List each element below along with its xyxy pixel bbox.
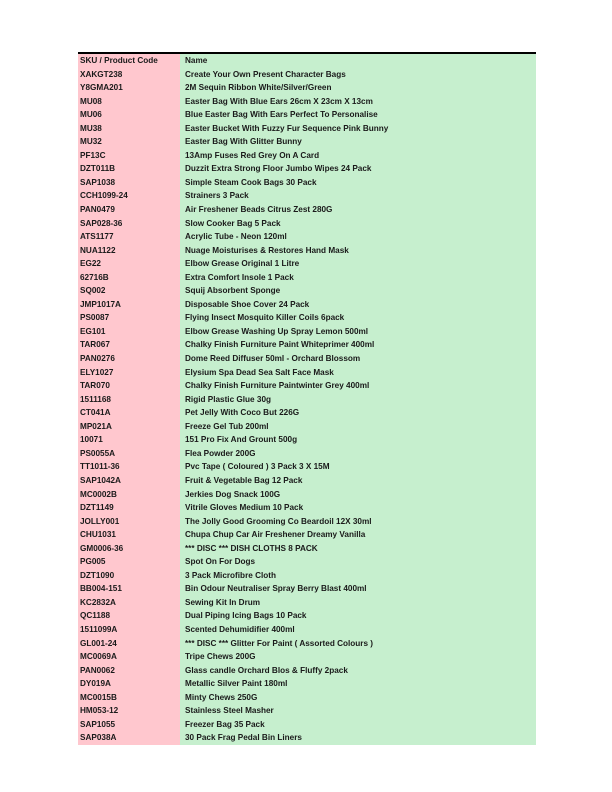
name-cell: Flying Insect Mosquito Killer Coils 6pack [180, 311, 536, 325]
table-header-row [78, 54, 536, 68]
sku-cell: JMP1017A [78, 298, 180, 312]
table-row [78, 379, 536, 393]
table-row [78, 515, 536, 529]
name-cell: Dome Reed Diffuser 50ml - Orchard Blossom [180, 352, 536, 366]
table-row [78, 311, 536, 325]
table-row [78, 488, 536, 502]
sku-cell: CCH1099-24 [78, 189, 180, 203]
sku-cell: PAN0276 [78, 352, 180, 366]
table-body [78, 68, 536, 745]
table-row [78, 162, 536, 176]
table-row [78, 474, 536, 488]
table-row [78, 569, 536, 583]
table-row [78, 68, 536, 82]
table-row [78, 325, 536, 339]
name-cell: Jerkies Dog Snack 100G [180, 488, 536, 502]
table-row [78, 555, 536, 569]
sku-cell: PF13C [78, 149, 180, 163]
sku-cell: MU06 [78, 108, 180, 122]
sku-cell: MC0069A [78, 650, 180, 664]
name-cell: Flea Powder 200G [180, 447, 536, 461]
sku-cell: EG101 [78, 325, 180, 339]
sku-cell: MU38 [78, 122, 180, 136]
name-cell: Vitrile Gloves Medium 10 Pack [180, 501, 536, 515]
name-cell: Tripe Chews 200G [180, 650, 536, 664]
sku-cell: GM0006-36 [78, 542, 180, 556]
sku-cell: XAKGT238 [78, 68, 180, 82]
name-cell: 151 Pro Fix And Grount 500g [180, 433, 536, 447]
name-cell: Slow Cooker Bag 5 Pack [180, 217, 536, 231]
name-cell: 30 Pack Frag Pedal Bin Liners [180, 731, 536, 745]
name-cell: Strainers 3 Pack [180, 189, 536, 203]
sku-cell: SAP1055 [78, 718, 180, 732]
table-row [78, 366, 536, 380]
name-cell: Rigid Plastic Glue 30g [180, 393, 536, 407]
name-cell: Elysium Spa Dead Sea Salt Face Mask [180, 366, 536, 380]
table-row [78, 122, 536, 136]
name-cell: 3 Pack Microfibre Cloth [180, 569, 536, 583]
name-cell: Squij Absorbent Sponge [180, 284, 536, 298]
table-row [78, 81, 536, 95]
table-row [78, 135, 536, 149]
sku-cell: SAP1038 [78, 176, 180, 190]
name-cell: Metallic Silver Paint 180ml [180, 677, 536, 691]
sku-cell: PS0087 [78, 311, 180, 325]
sku-cell: JOLLY001 [78, 515, 180, 529]
table-row [78, 284, 536, 298]
sku-cell: PG005 [78, 555, 180, 569]
sku-cell: BB004-151 [78, 582, 180, 596]
sku-cell: Y8GMA201 [78, 81, 180, 95]
sku-cell: QC1188 [78, 609, 180, 623]
table-row [78, 406, 536, 420]
sku-cell: NUA1122 [78, 244, 180, 258]
sku-cell: DZT011B [78, 162, 180, 176]
table-row [78, 582, 536, 596]
table-row [78, 609, 536, 623]
table-row [78, 108, 536, 122]
sku-cell: SQ002 [78, 284, 180, 298]
table-row [78, 664, 536, 678]
name-cell: *** DISC *** DISH CLOTHS 8 PACK [180, 542, 536, 556]
name-cell: Spot On For Dogs [180, 555, 536, 569]
name-cell: Nuage Moisturises & Restores Hand Mask [180, 244, 536, 258]
table-row [78, 393, 536, 407]
table-row [78, 650, 536, 664]
name-cell: Elbow Grease Original 1 Litre [180, 257, 536, 271]
sku-cell: TT1011-36 [78, 460, 180, 474]
table-row [78, 230, 536, 244]
name-cell: Pvc Tape ( Coloured ) 3 Pack 3 X 15M [180, 460, 536, 474]
table-row [78, 149, 536, 163]
table-row [78, 217, 536, 231]
name-cell: Freezer Bag 35 Pack [180, 718, 536, 732]
table-row [78, 691, 536, 705]
name-cell: Bin Odour Neutraliser Spray Berry Blast 400ml [180, 582, 536, 596]
sku-cell: DY019A [78, 677, 180, 691]
name-cell: Elbow Grease Washing Up Spray Lemon 500ml [180, 325, 536, 339]
table-row [78, 95, 536, 109]
table-row [78, 447, 536, 461]
sku-cell: MC0002B [78, 488, 180, 502]
sku-cell: CHU1031 [78, 528, 180, 542]
table-row [78, 203, 536, 217]
sku-cell: 62716B [78, 271, 180, 285]
sku-cell: TAR067 [78, 338, 180, 352]
name-cell: Scented Dehumidifier 400ml [180, 623, 536, 637]
name-cell: Stainless Steel Masher [180, 704, 536, 718]
table-row [78, 596, 536, 610]
table-row [78, 501, 536, 515]
sku-cell: MC0015B [78, 691, 180, 705]
sku-cell: ELY1027 [78, 366, 180, 380]
table-row [78, 176, 536, 190]
sku-cell: PS0055A [78, 447, 180, 461]
name-cell: Create Your Own Present Character Bags [180, 68, 536, 82]
sku-cell: EG22 [78, 257, 180, 271]
name-cell: Glass candle Orchard Blos & Fluffy 2pack [180, 664, 536, 678]
sku-cell: MU08 [78, 95, 180, 109]
name-cell: Easter Bucket With Fuzzy Fur Sequence Pink Bunny [180, 122, 536, 136]
sku-cell: CT041A [78, 406, 180, 420]
sku-cell: PAN0062 [78, 664, 180, 678]
sku-cell: HM053-12 [78, 704, 180, 718]
table-row [78, 433, 536, 447]
table-row [78, 677, 536, 691]
sku-cell: SAP1042A [78, 474, 180, 488]
sku-cell: GL001-24 [78, 637, 180, 651]
sku-cell: TAR070 [78, 379, 180, 393]
name-cell: Chalky Finish Furniture Paintwinter Grey 400ml [180, 379, 536, 393]
name-cell: *** DISC *** Glitter For Paint ( Assorted Colours ) [180, 637, 536, 651]
sku-cell: PAN0479 [78, 203, 180, 217]
table-row [78, 298, 536, 312]
table-row [78, 623, 536, 637]
name-cell: Air Freshener Beads Citrus Zest 280G [180, 203, 536, 217]
name-cell: The Jolly Good Grooming Co Beardoil 12X 30ml [180, 515, 536, 529]
sku-cell: 1511099A [78, 623, 180, 637]
name-cell: Easter Bag With Glitter Bunny [180, 135, 536, 149]
name-cell: 13Amp Fuses Red Grey On A Card [180, 149, 536, 163]
table-row [78, 189, 536, 203]
name-cell: Fruit & Vegetable Bag 12 Pack [180, 474, 536, 488]
sku-cell: ATS1177 [78, 230, 180, 244]
table-row [78, 338, 536, 352]
sku-cell: KC2832A [78, 596, 180, 610]
name-cell: Duzzit Extra Strong Floor Jumbo Wipes 24 Pack [180, 162, 536, 176]
name-cell: Easter Bag With Blue Ears 26cm X 23cm X 13cm [180, 95, 536, 109]
table-row [78, 704, 536, 718]
sku-cell: MU32 [78, 135, 180, 149]
header-sku: SKU / Product Code [78, 54, 180, 68]
name-cell: Chupa Chup Car Air Freshener Dreamy Vanilla [180, 528, 536, 542]
sku-cell: DZT1090 [78, 569, 180, 583]
table-row [78, 244, 536, 258]
sku-cell: 10071 [78, 433, 180, 447]
table-row [78, 718, 536, 732]
header-name: Name [180, 54, 536, 68]
name-cell: Minty Chews 250G [180, 691, 536, 705]
name-cell: Freeze Gel Tub 200ml [180, 420, 536, 434]
table-row [78, 271, 536, 285]
name-cell: Blue Easter Bag With Ears Perfect To Personalise [180, 108, 536, 122]
sku-cell: 1511168 [78, 393, 180, 407]
table-row [78, 257, 536, 271]
name-cell: Dual Piping Icing Bags 10 Pack [180, 609, 536, 623]
name-cell: Disposable Shoe Cover 24 Pack [180, 298, 536, 312]
table-row [78, 528, 536, 542]
name-cell: Extra Comfort Insole 1 Pack [180, 271, 536, 285]
table-row [78, 637, 536, 651]
name-cell: 2M Sequin Ribbon White/Silver/Green [180, 81, 536, 95]
table-row [78, 731, 536, 745]
product-table [78, 52, 536, 745]
sku-cell: MP021A [78, 420, 180, 434]
sku-cell: SAP038A [78, 731, 180, 745]
sku-cell: DZT1149 [78, 501, 180, 515]
name-cell: Pet Jelly With Coco But 226G [180, 406, 536, 420]
table-row [78, 542, 536, 556]
name-cell: Chalky Finish Furniture Paint Whiteprimer 400ml [180, 338, 536, 352]
table-row [78, 352, 536, 366]
table-row [78, 420, 536, 434]
sku-cell: SAP028-36 [78, 217, 180, 231]
table-row [78, 460, 536, 474]
name-cell: Simple Steam Cook Bags 30 Pack [180, 176, 536, 190]
name-cell: Sewing Kit In Drum [180, 596, 536, 610]
name-cell: Acrylic Tube - Neon 120ml [180, 230, 536, 244]
